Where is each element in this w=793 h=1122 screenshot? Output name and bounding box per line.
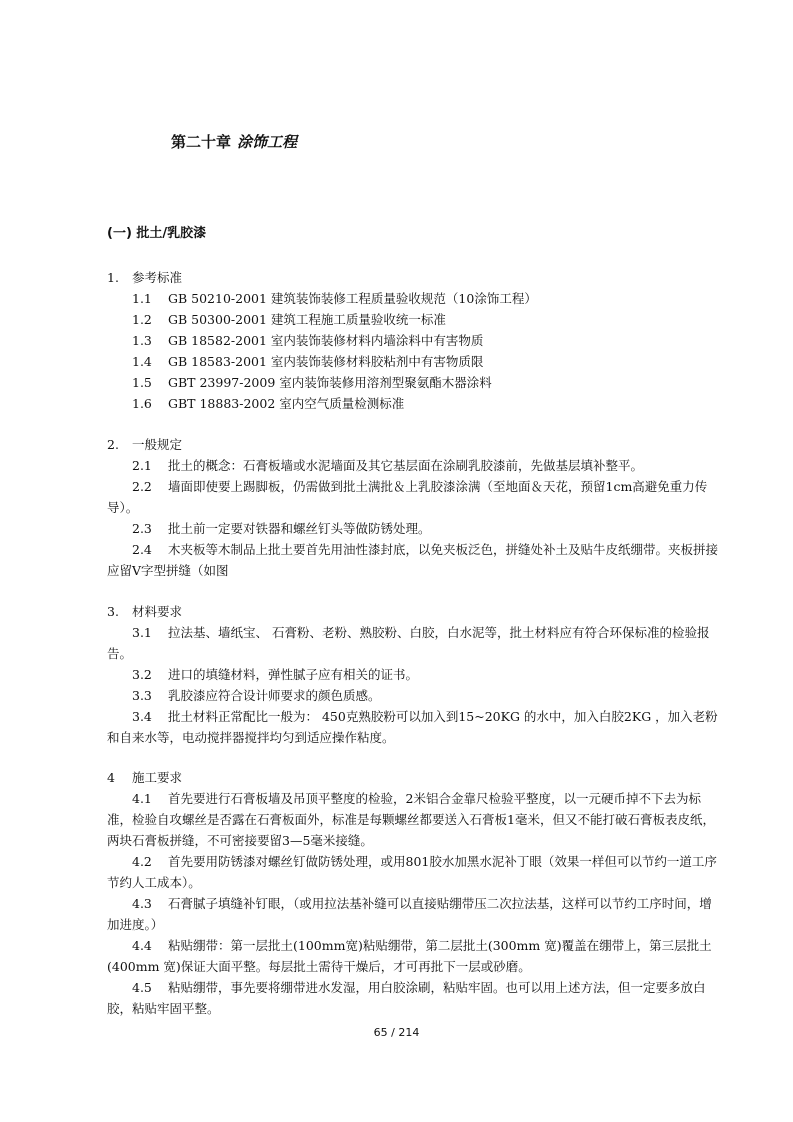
item-number: 3.2 <box>132 667 152 682</box>
list-item <box>107 476 719 518</box>
item-text: 粘贴绷带：第一层批土(100mm宽)粘贴绷带，第二层批土(300mm 宽)覆盖在绷带上，第三层批土(400mm 宽)保证大面平整。每层批土需待干燥后，才可再批下一层或砂磨。 <box>107 938 712 974</box>
item-text: 批土的概念：石膏板墙或水泥墙面及其它基层面在涂刷乳胶漆前，先做基层填补整平。 <box>168 458 644 473</box>
item-number: 1.6 <box>132 396 152 411</box>
chapter-title: 涂饰工程 <box>237 133 298 151</box>
list-item <box>107 664 719 685</box>
item-text: GBT 18883-2002 室内空气质量检测标准 <box>168 396 405 411</box>
item-text: 粘贴绷带，事先要将绷带进水发湿，用白胶涂刷，粘贴牢固。也可以用上述方法，但一定要多放白胶，粘贴牢固平整。 <box>107 980 706 1016</box>
list-item <box>107 977 719 1019</box>
item-number: 3.4 <box>132 709 152 724</box>
item-text: 进口的填缝材料，弹性腻子应有相关的证书。 <box>168 667 419 682</box>
item-number: 4.5 <box>132 980 152 995</box>
chapter-label: 第二十章 <box>171 133 232 151</box>
item-number: 1.3 <box>132 333 152 348</box>
list-item <box>107 706 719 748</box>
section-number: 4 <box>107 770 115 785</box>
list-item <box>107 935 719 977</box>
list-item <box>107 288 719 309</box>
item-text: 拉法基、墙纸宝、 石膏粉、老粉、熟胶粉、白胶，白水泥等，批土材料应有符合环保标准的检验报告。 <box>107 625 710 661</box>
item-text: 首先要用防锈漆对螺丝钉做防锈处理，或用801胶水加黑水泥补丁眼（效果一样但可以节约一道工序节约人工成本）。 <box>107 854 717 890</box>
item-number: 1.2 <box>132 312 152 327</box>
item-text: GB 18582-2001 室内装饰装修材料内墙涂料中有害物质 <box>168 333 484 348</box>
list-item <box>107 539 719 581</box>
list-item <box>107 351 719 372</box>
section-title: 材料要求 <box>132 604 183 619</box>
section-heading <box>107 268 182 288</box>
item-number: 2.4 <box>132 542 152 557</box>
list-item <box>107 455 719 476</box>
item-number: 1.1 <box>132 291 152 306</box>
item-text: 墙面即使要上踢脚板，仍需做到批土满批＆上乳胶漆涂满（至地面＆天花，预留1cm高避免重力传导）。 <box>107 479 708 515</box>
item-text: GB 18583-2001 室内装饰装修材料胶粘剂中有害物质限 <box>168 354 484 369</box>
section-number: 3. <box>107 604 119 619</box>
list-item <box>107 330 719 351</box>
item-number: 2.3 <box>132 521 152 536</box>
list-item <box>107 685 719 706</box>
list-item <box>107 851 719 893</box>
section-heading <box>107 602 182 622</box>
section-title: 施工要求 <box>132 770 183 785</box>
section-heading <box>107 768 182 788</box>
item-number: 2.1 <box>132 458 152 473</box>
section-heading <box>107 435 182 455</box>
item-text: GBT 23997-2009 室内装饰装修用溶剂型聚氨酯木器涂料 <box>168 375 492 390</box>
item-number: 1.5 <box>132 375 152 390</box>
item-number: 3.1 <box>132 625 152 640</box>
section-title: 一般规定 <box>132 437 183 452</box>
item-text: 石膏腻子填缝补钉眼，（或用拉法基补缝可以直接贴绷带压二次拉法基，这样可以节约工序时间，增加进度。） <box>107 896 712 932</box>
list-item <box>107 893 719 935</box>
item-text: 乳胶漆应符合设计师要求的颜色质感。 <box>168 688 381 703</box>
item-number: 1.4 <box>132 354 152 369</box>
item-text: 首先要进行石膏板墙及吊顶平整度的检验，2米铝合金靠尺检验平整度，以一元硬币掉不下去为标准，检验自攻螺丝是否露在石膏板面外，标准是每颗螺丝都要送入石膏板1毫米，但又不能打破石膏板表皮纸，两块石膏板拼缝，不可密接要留3—5毫米接缝。 <box>107 791 715 848</box>
section-title: 参考标准 <box>132 270 183 285</box>
list-item <box>107 309 719 330</box>
item-number: 3.3 <box>132 688 152 703</box>
item-text: 批土前一定要对铁器和螺丝钉头等做防锈处理。 <box>168 521 431 536</box>
list-item <box>107 788 719 851</box>
item-text: GB 50210-2001 建筑装饰装修工程质量验收规范（10涂饰工程） <box>168 291 537 306</box>
list-item <box>107 393 719 414</box>
item-text: GB 50300-2001 建筑工程施工质量验收统一标准 <box>168 312 446 327</box>
list-item <box>107 518 719 539</box>
list-item <box>107 622 719 664</box>
item-number: 4.3 <box>132 896 152 911</box>
chapter-heading <box>171 131 297 152</box>
section-number: 1. <box>107 270 119 285</box>
item-text: 木夹板等木制品上批土要首先用油性漆封底，以免夹板泛色，拼缝处补土及贴牛皮纸绷带。夹板拼接应留Ⅴ字型拼缝（如图 <box>107 542 719 578</box>
item-number: 4.1 <box>132 791 152 806</box>
list-item <box>107 372 719 393</box>
section-number: 2. <box>107 437 119 452</box>
item-text: 批土材料正常配比一般为： 450克熟胶粉可以加入到15~20KG 的水中，加入白胶2KG ，加入老粉和自来水等，电动搅拌器搅拌均匀到适应操作粘度。 <box>107 709 718 745</box>
item-number: 4.4 <box>132 938 152 953</box>
item-number: 4.2 <box>132 854 152 869</box>
page-number: 65 / 214 <box>373 1026 420 1039</box>
item-number: 2.2 <box>132 479 152 494</box>
section-subtitle: (一) 批土/乳胶漆 <box>107 226 207 241</box>
